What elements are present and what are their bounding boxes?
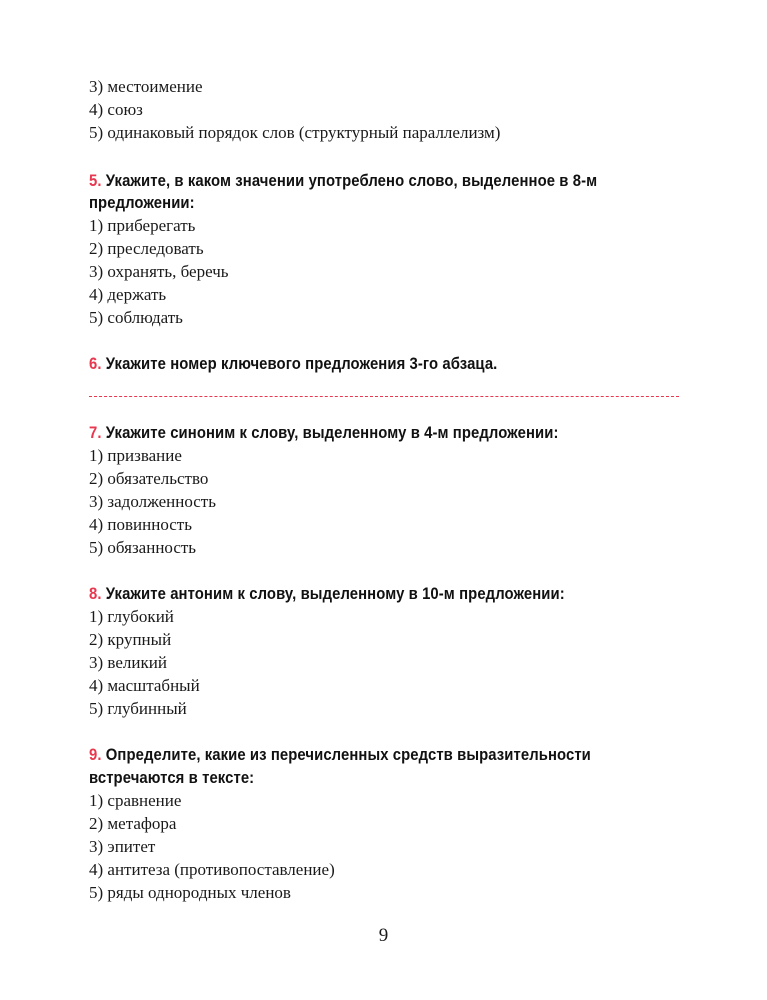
question-5-option-4: 4) держать: [89, 285, 167, 304]
carryover-option-4: 4) союз: [89, 100, 143, 119]
question-8-text: Укажите антоним к слову, выделенному в 10-м предложении:: [105, 585, 565, 603]
question-8-heading: [89, 583, 565, 605]
question-5-heading: [89, 170, 597, 192]
question-8-option-5: 5) глубинный: [89, 699, 187, 718]
question-9-text-line1: Определите, какие из перечисленных средств выразительности: [105, 746, 591, 764]
question-6-heading: [89, 353, 497, 375]
question-8-number: 8.: [89, 585, 102, 603]
question-9-option-5: 5) ряды однородных членов: [89, 883, 291, 902]
question-9-text-line2: встречаются в тексте:: [89, 769, 255, 787]
question-5-text-line1: Укажите, в каком значении употреблено слово, выделенное в 8-м: [105, 172, 598, 190]
question-9-option-2: 2) метафора: [89, 814, 177, 833]
carryover-option-5: 5) одинаковый порядок слов (структурный параллелизм): [89, 123, 501, 142]
question-7-heading: [89, 422, 558, 444]
question-7-number: 7.: [89, 424, 102, 442]
question-7-option-4: 4) повинность: [89, 515, 192, 534]
question-6-number: 6.: [89, 355, 102, 373]
question-8-option-4: 4) масштабный: [89, 676, 200, 695]
question-8-option-1: 1) глубокий: [89, 607, 174, 626]
question-5-option-5: 5) соблюдать: [89, 308, 183, 327]
question-8-option-2: 2) крупный: [89, 630, 172, 649]
question-9-number: 9.: [89, 746, 102, 764]
question-6-text: Укажите номер ключевого предложения 3-го абзаца.: [105, 355, 498, 373]
question-7-option-2: 2) обязательство: [89, 469, 209, 488]
question-9-option-1: 1) сравнение: [89, 791, 182, 810]
question-5-text-line2: предложении:: [89, 194, 195, 212]
question-5-option-1: 1) приберегать: [89, 216, 196, 235]
question-5-number: 5.: [89, 172, 102, 190]
question-5-option-2: 2) преследовать: [89, 239, 204, 258]
question-9-option-3: 3) эпитет: [89, 837, 156, 856]
question-5-option-3: 3) охранять, беречь: [89, 262, 229, 281]
question-9-option-4: 4) антитеза (противопоставление): [89, 860, 335, 879]
question-7-option-1: 1) призвание: [89, 446, 182, 465]
carryover-option-3: 3) местоимение: [89, 77, 203, 96]
question-7-option-5: 5) обязанность: [89, 538, 197, 557]
question-8-option-3: 3) великий: [89, 653, 167, 672]
page-number: 9: [378, 925, 389, 946]
question-9-heading: [89, 744, 591, 766]
question-7-option-3: 3) задолженность: [89, 492, 216, 511]
question-7-text: Укажите синоним к слову, выделенному в 4-м предложении:: [105, 424, 559, 442]
answer-line: [89, 396, 679, 397]
